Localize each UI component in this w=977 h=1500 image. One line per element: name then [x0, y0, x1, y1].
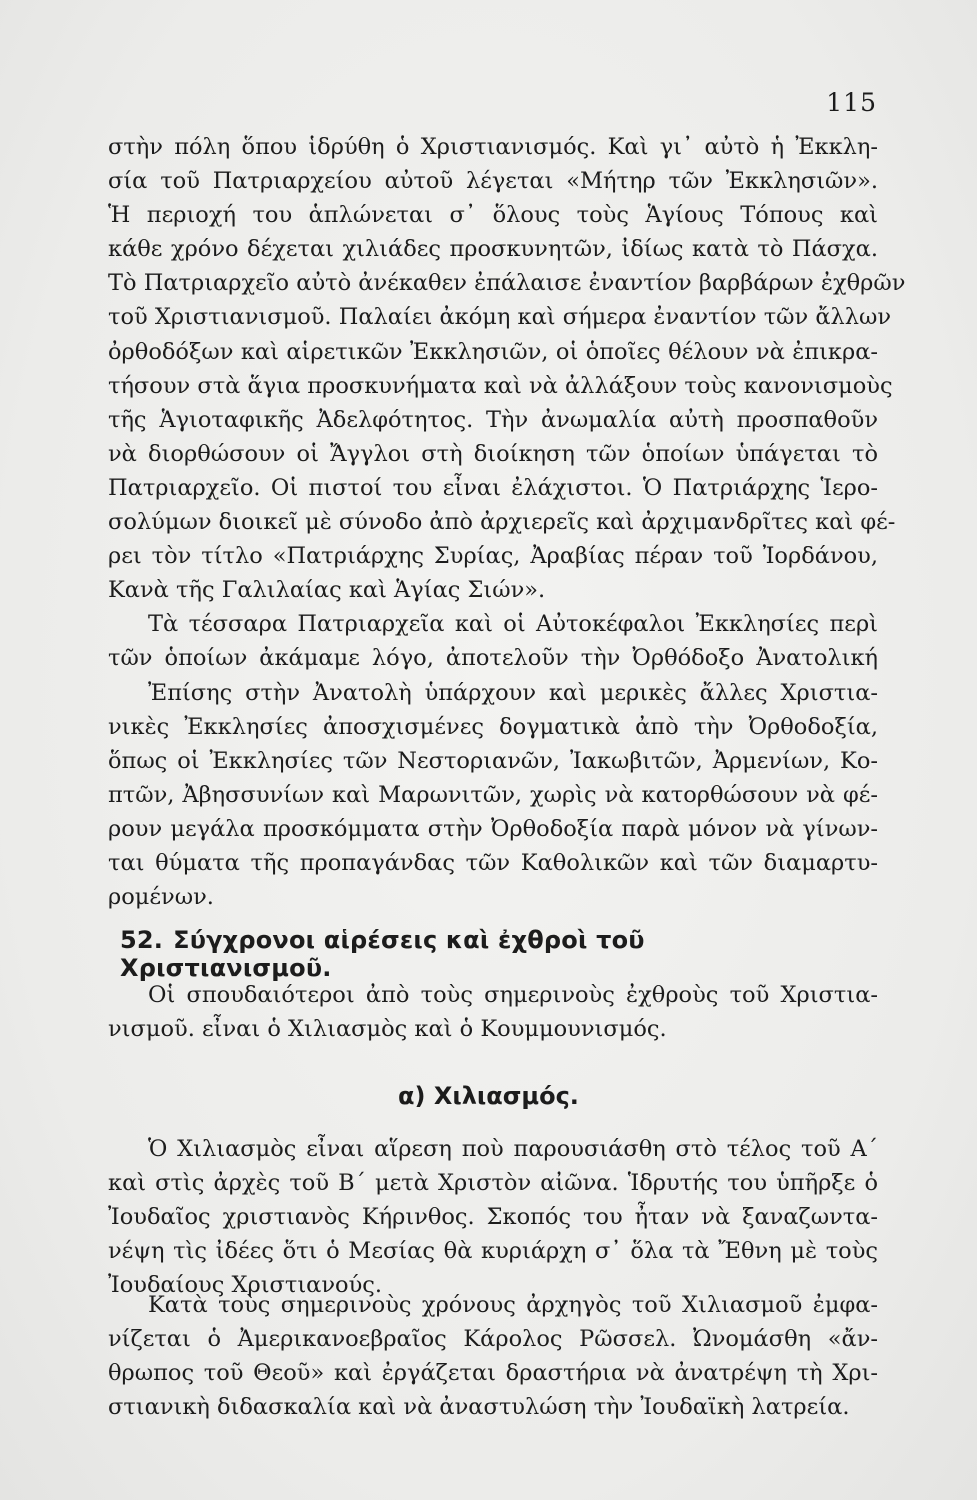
- top-text-block: [108, 130, 906, 914]
- text-line: πτῶν, Ἀβησσυνίων καὶ Μαρωνιτῶν, χωρὶς νὰ κατορθώσουν νὰ φέ-: [108, 781, 878, 808]
- text-line: ὀρθοδόξων καὶ αἱρετικῶν Ἐκκλησιῶν, οἱ ὁποῖες θέλουν νὰ ἐπικρα-: [108, 338, 878, 365]
- text-line: ται θύματα τῆς προπαγάνδας τῶν Καθολικῶν καὶ τῶν διαμαρτυ-: [108, 849, 878, 876]
- subsection-heading: α) Χιλιασμός.: [398, 1082, 579, 1110]
- text-line: Τὸ Πατριαρχεῖο αὐτὸ ἀνέκαθεν ἐπάλαισε ἐναντίον βαρβάρων ἐχθρῶν: [108, 270, 906, 297]
- text-line: Κανὰ τῆς Γαλιλαίας καὶ Ἁγίας Σιών».: [108, 577, 546, 604]
- paragraph-chiliasm-origin: [108, 1132, 878, 1302]
- section-number: 52.: [120, 926, 164, 954]
- text-line: στὴν πόλη ὅπου ἱδρύθη ὁ Χριστιανισμός. Καὶ γι᾽ αὐτὸ ἡ Ἐκκλη-: [108, 134, 878, 160]
- text-line: σολύμων διοικεῖ μὲ σύνοδο ἀπὸ ἀρχιερεῖς καὶ ἀρχιμανδρῖτες καὶ φέ-: [108, 509, 896, 536]
- text-line: Τὰ τέσσαρα Πατριαρχεῖα καὶ οἱ Αὐτοκέφαλοι Ἐκκλησίες περὶ: [148, 611, 878, 638]
- text-line: ρουν μεγάλα προσκόμματα στὴν Ὀρθοδοξία παρὰ μόνον νὰ γίνων-: [108, 815, 878, 842]
- paragraph-chiliasm-modern: [108, 1288, 878, 1424]
- text-line: ρει τὸν τίτλο «Πατριάρχης Συρίας, Ἀραβίας πέραν τοῦ Ἰορδάνου,: [108, 543, 878, 570]
- chiliasm-block-1: [108, 1132, 878, 1302]
- section-intro: [108, 978, 878, 1046]
- text-line: Ἰουδαῖος χριστιανὸς Κήρινθος. Σκοπός του ἦταν νὰ ξαναζωντα-: [108, 1204, 878, 1231]
- chiliasm-block-2: [108, 1288, 878, 1424]
- text-line: Ἰουδαίους Χριστιανούς.: [108, 1272, 383, 1299]
- paragraph-heresies: [108, 607, 878, 914]
- text-line: νέψη τὶς ἰδέες ὅτι ὁ Μεσίας θὰ κυριάρχη σ᾽ ὅλα τὰ Ἔθνη μὲ τοὺς: [108, 1238, 878, 1265]
- text-line: σία τοῦ Πατριαρχείου αὐτοῦ λέγεται «Μήτηρ τῶν Ἐκκλησιῶν».: [108, 168, 878, 195]
- text-line: τήσουν στὰ ἅγια προσκυνήματα καὶ νὰ ἀλλάξουν τοὺς κανονισμοὺς: [108, 372, 893, 399]
- page-number: 115: [826, 88, 877, 117]
- text-line: τῆς Ἁγιοταφικῆς Ἀδελφότητος. Τὴν ἀνωμαλία αὐτὴ προσπαθοῦν: [108, 406, 878, 433]
- text-line: τοῦ Χριστιανισμοῦ. Παλαίει ἀκόμη καὶ σήμερα ἐναντίον τῶν ἄλλων: [108, 304, 892, 331]
- text-line: Οἱ σπουδαιότεροι ἀπὸ τοὺς σημερινοὺς ἐχθροὺς τοῦ Χριστια-: [148, 982, 878, 1008]
- text-line: Ὁ Χιλιασμὸς εἶναι αἵρεση ποὺ παρουσιάσθη στὸ τέλος τοῦ Α΄: [148, 1136, 878, 1162]
- text-line: Ἡ περιοχή του ἁπλώνεται σ᾽ ὅλους τοὺς Ἁγίους Τόπους καὶ: [108, 202, 878, 229]
- text-line: νίζεται ὁ Ἀμερικανοεβραῖος Κάρολος Ρῶσσελ. Ὠνομάσθη «ἄν-: [108, 1326, 878, 1353]
- text-line: τῶν ὁποίων ἀκάμαμε λόγο, ἀποτελοῦν τὴν Ὀρθόδοξο Ἀνατολική: [108, 645, 878, 672]
- paragraph-intro: [108, 978, 878, 1046]
- section-heading: [120, 926, 860, 982]
- section-title: Σύγχρονοι αἱρέσεις καὶ ἐχθροὶ τοῦ Χριστιανισμοῦ.: [120, 926, 645, 982]
- text-line: νικὲς Ἐκκλησίες ἀποσχισμένες δογματικὰ ἀπὸ τὴν Ὀρθοδοξία,: [108, 713, 878, 740]
- text-line: νισμοῦ. εἶναι ὁ Χιλιασμὸς καὶ ὁ Κουμμουνισμός.: [108, 1016, 667, 1043]
- text-line: καὶ στὶς ἀρχὲς τοῦ Β΄ μετὰ Χριστὸν αἰῶνα. Ἱδρυτής του ὑπῆρξε ὁ: [108, 1170, 878, 1197]
- text-line: ὅπως οἱ Ἐκκλησίες τῶν Νεστοριανῶν, Ἰακωβιτῶν, Ἀρμενίων, Κο-: [108, 747, 878, 774]
- paragraph-patriarchate: [108, 130, 906, 607]
- text-line: θρωπος τοῦ Θεοῦ» καὶ ἐργάζεται δραστήρια νὰ ἀνατρέψη τὴ Χρι-: [108, 1360, 878, 1387]
- text-line: Ἐπίσης στὴν Ἀνατολὴ ὑπάρχουν καὶ μερικὲς ἄλλες Χριστια-: [148, 679, 878, 706]
- text-line: ρομένων.: [108, 884, 214, 911]
- text-line: νὰ διορθώσουν οἱ Ἄγγλοι στὴ διοίκηση τῶν ὁποίων ὑπάγεται τὸ: [108, 440, 878, 467]
- text-line: στιανικὴ διδασκαλία καὶ νὰ ἀναστυλώση τὴν Ἰουδαϊκὴ λατρεία.: [108, 1394, 850, 1421]
- text-line: Κατὰ τοὺς σημερινοὺς χρόνους ἀρχηγὸς τοῦ Χιλιασμοῦ ἐμφα-: [148, 1292, 878, 1318]
- text-line: Πατριαρχεῖο. Οἱ πιστοί του εἶναι ἐλάχιστοι. Ὁ Πατριάρχης Ἱερο-: [108, 474, 878, 501]
- text-line: κάθε χρόνο δέχεται χιλιάδες προσκυνητῶν, ἰδίως κατὰ τὸ Πάσχα.: [108, 236, 878, 263]
